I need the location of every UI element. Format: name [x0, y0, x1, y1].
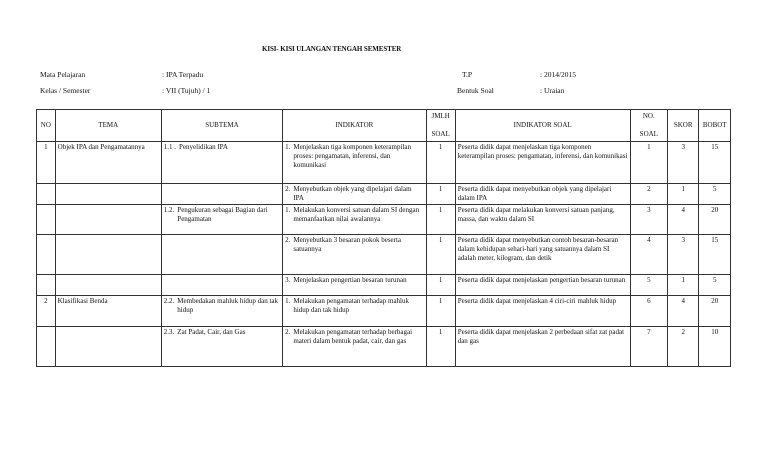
row-skor: 4	[667, 205, 698, 235]
subtema-text: Membedakan mahluk hidup dan tak hidup	[177, 297, 278, 314]
table-row	[37, 275, 731, 296]
row-no-soal: 7	[630, 327, 667, 367]
row-bobot: 5	[699, 275, 731, 296]
row-tema	[55, 184, 161, 205]
kisi-kisi-table	[36, 109, 731, 367]
tp-value: : 2014/2015	[540, 70, 577, 79]
kelas-value: : VII (Tujuh) / 1	[162, 86, 211, 95]
header-nosoal-top: NO.	[642, 112, 655, 120]
table-row	[37, 235, 731, 275]
tp-label: T.P	[462, 70, 473, 79]
row-subtema	[161, 142, 282, 184]
row-subtema	[161, 235, 282, 275]
indikator-text: Menjelaskan tiga komponen keterampilan proses: pengamatan, inferensi, dan komunikasi	[293, 143, 411, 169]
row-no	[37, 205, 56, 235]
header-bobot: BOBOT	[699, 110, 731, 142]
table-row	[37, 296, 731, 327]
subtema-text: Pengukuran sebagai Bagian dari Pengamatan	[177, 206, 268, 223]
row-skor: 1	[667, 275, 698, 296]
indikator-text: Menjelaskan pengertian besaran turunan	[293, 276, 407, 284]
row-indikator	[283, 205, 426, 235]
row-no-soal: 5	[630, 275, 667, 296]
row-indikator	[283, 184, 426, 205]
row-jmlh-soal: 1	[426, 327, 455, 367]
indikator-text: Melakukan pengamatan terhadap berbagai materi dalam bentuk padat, cair, dan gas	[293, 328, 413, 345]
row-indikator-soal: Peserta didik dapat menjelaskan tiga komponen keterampilan proses: pengamatan, inferensi, dan komunikasi	[455, 142, 630, 184]
header-skor: SKOR	[667, 110, 698, 142]
header-nosoal-bottom: SOAL	[639, 130, 658, 138]
row-jmlh-soal: 1	[426, 235, 455, 275]
indikator-number: 2.	[285, 328, 291, 336]
indikator-text: Menyebutkan objek yang dipelajari dalam IPA	[293, 185, 412, 202]
indikator-number: 2.	[285, 236, 291, 244]
row-jmlh-soal: 1	[426, 142, 455, 184]
table-row	[37, 184, 731, 205]
header-row	[37, 110, 731, 142]
subtema-number: 1.1 .	[163, 143, 177, 151]
mapel-label: Mata Pelajaran	[40, 70, 86, 79]
row-indikator	[283, 296, 426, 327]
row-no	[37, 235, 56, 275]
indikator-number: 1.	[285, 297, 291, 305]
row-subtema	[161, 205, 282, 235]
indikator-number: 3.	[285, 276, 291, 284]
subtema-number: 1.2.	[163, 206, 175, 214]
row-subtema	[161, 184, 282, 205]
row-jmlh-soal: 1	[426, 275, 455, 296]
row-indikator	[283, 275, 426, 296]
row-indikator	[283, 142, 426, 184]
table-row	[37, 142, 731, 184]
header-subtema: SUBTEMA	[161, 110, 282, 142]
indikator-number: 1.	[285, 206, 291, 214]
kelas-label: Kelas / Semester	[40, 86, 91, 95]
row-indikator-soal: Peserta didik dapat menjelaskan 4 ciri-ciri mahluk hidup	[455, 296, 630, 327]
header-no: NO	[37, 110, 56, 142]
row-bobot: 20	[699, 205, 731, 235]
row-tema	[55, 235, 161, 275]
row-bobot: 15	[699, 235, 731, 275]
indikator-number: 1.	[285, 143, 291, 151]
row-tema: Objek IPA dan Pengamatannya	[55, 142, 161, 184]
row-subtema	[161, 296, 282, 327]
row-tema	[55, 327, 161, 367]
row-skor: 3	[667, 235, 698, 275]
row-no	[37, 275, 56, 296]
row-no	[37, 184, 56, 205]
row-skor: 1	[667, 184, 698, 205]
subtema-text: Penyelidikan IPA	[179, 143, 228, 151]
row-indikator-soal: Peserta didik dapat menjelaskan 2 perbedaan sifat zat padat dan gas	[455, 327, 630, 367]
row-no: 1	[37, 142, 56, 184]
header-jmlh-top: JMLH	[431, 112, 450, 120]
header-indikator: INDIKATOR	[283, 110, 426, 142]
row-skor: 4	[667, 296, 698, 327]
row-no-soal: 6	[630, 296, 667, 327]
row-indikator	[283, 235, 426, 275]
header-jmlh-bottom: SOAL	[431, 130, 450, 138]
table-row	[37, 327, 731, 367]
bentuk-label: Bentuk Soal	[457, 86, 494, 95]
row-indikator-soal: Peserta didik dapat melakukan konversi satuan panjang, massa, dan waktu dalam SI	[455, 205, 630, 235]
header-indikator-soal: INDIKATOR SOAL	[455, 110, 630, 142]
row-tema: Klasifikasi Benda	[55, 296, 161, 327]
row-no-soal: 4	[630, 235, 667, 275]
subtema-text: Zat Padat, Cair, dan Gas	[177, 328, 246, 336]
row-no-soal: 2	[630, 184, 667, 205]
indikator-text: Melakukan pengamatan terhadap mahluk hidup dan tak hidup	[293, 297, 409, 314]
row-bobot: 5	[699, 184, 731, 205]
row-no-soal: 3	[630, 205, 667, 235]
indikator-text: Melakukan konversi satuan dalam SI dengan memanfaatkan nilai awalannya	[293, 206, 420, 223]
row-jmlh-soal: 1	[426, 184, 455, 205]
row-no	[37, 327, 56, 367]
row-bobot: 10	[699, 327, 731, 367]
row-jmlh-soal: 1	[426, 296, 455, 327]
bentuk-value: : Uraian	[540, 86, 565, 95]
mapel-value: : IPA Terpadu	[162, 70, 204, 79]
row-skor: 2	[667, 327, 698, 367]
indikator-text: Menyebutkan 3 besaran pokok beserta satuannya	[293, 236, 402, 253]
row-indikator-soal: Peserta didik dapat menyebutkan contoh besaran-besaran dalam kehidupan sehari-hari yang satuannya dalam SI adalah meter, kilogram, dan detik	[455, 235, 630, 275]
subtema-number: 2.3.	[163, 328, 175, 336]
row-jmlh-soal: 1	[426, 205, 455, 235]
row-subtema	[161, 327, 282, 367]
header-jmlh-soal	[426, 110, 455, 142]
header-tema: TEMA	[55, 110, 161, 142]
row-bobot: 15	[699, 142, 731, 184]
row-bobot: 20	[699, 296, 731, 327]
row-tema	[55, 275, 161, 296]
table-row	[37, 205, 731, 235]
row-no-soal: 1	[630, 142, 667, 184]
document-title: KISI- KISI ULANGAN TENGAH SEMESTER	[262, 45, 402, 53]
row-skor: 3	[667, 142, 698, 184]
row-tema	[55, 205, 161, 235]
row-no: 2	[37, 296, 56, 327]
row-indikator-soal: Peserta didik dapat menyebutkan objek yang dipelajari dalam IPA	[455, 184, 630, 205]
row-subtema	[161, 275, 282, 296]
subtema-number: 2.2.	[163, 297, 175, 305]
row-indikator-soal: Peserta didik dapat menjelaskan pengertian besaran turunan	[455, 275, 630, 296]
header-no-soal	[630, 110, 667, 142]
row-indikator	[283, 327, 426, 367]
indikator-number: 2.	[285, 185, 291, 193]
